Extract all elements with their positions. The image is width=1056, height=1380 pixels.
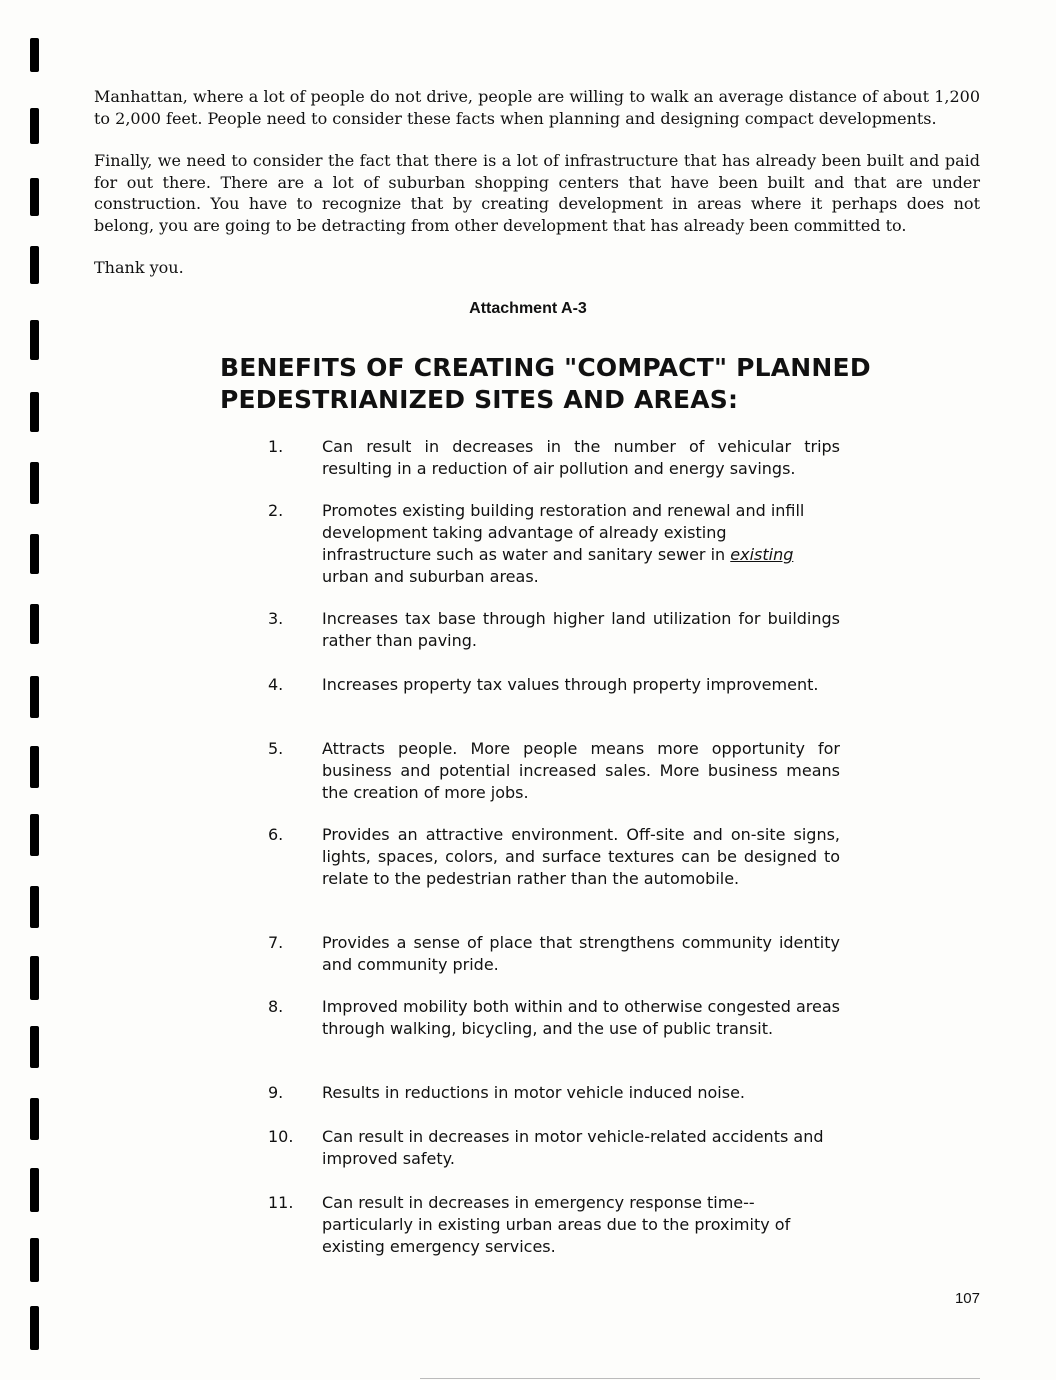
item-number: 8. xyxy=(268,997,284,1016)
item-text: Improved mobility both within and to otherwise congested areas through walking, bicycling, and the use of public transit. xyxy=(322,997,840,1038)
page-number: 107 xyxy=(954,1290,980,1307)
paragraph-thank-you: Thank you. xyxy=(94,258,184,277)
item-text: Provides a sense of place that strengthens community identity and community pride. xyxy=(322,933,840,974)
item-number: 6. xyxy=(268,825,284,844)
item-number: 3. xyxy=(268,609,284,628)
paragraph-manhattan: Manhattan, where a lot of people do not drive, people are willing to walk an average distance of about 1,200 to 2,000 feet. People need to consider these facts when planning and designing compact developments. xyxy=(94,87,980,128)
item-text: Results in reductions in motor vehicle induced noise. xyxy=(322,1083,746,1102)
item-text-part: Promotes existing building restoration and renewal and infill development taking advantage of already existing infrastructure such as water and sanitary sewer in xyxy=(322,501,805,564)
benefits-heading: BENEFITS OF CREATING "COMPACT" PLANNED PEDESTRIANIZED SITES AND AREAS: xyxy=(220,353,871,414)
item-text: Increases tax base through higher land utilization for buildings rather than paving. xyxy=(322,609,840,650)
item-number: 9. xyxy=(268,1083,284,1102)
item-text xyxy=(322,500,840,588)
attachment-label: Attachment A-3 xyxy=(469,300,587,317)
item-text-part: urban and suburban areas. xyxy=(322,567,539,586)
item-number: 10. xyxy=(268,1127,294,1146)
item-number: 4. xyxy=(268,675,284,694)
item-text: Can result in decreases in motor vehicle-related accidents and improved safety. xyxy=(322,1127,824,1168)
item-text: Can result in decreases in emergency response time--particularly in existing urban areas due to the proximity of existing emergency services. xyxy=(322,1193,791,1256)
item-text: Attracts people. More people means more opportunity for business and potential increased sales. More business means the creation of more jobs. xyxy=(322,739,840,802)
item-text: Provides an attractive environment. Off-site and on-site signs, lights, spaces, colors, and surface textures can be designed to relate to the pedestrian rather than the automobile. xyxy=(322,825,840,888)
item-number: 7. xyxy=(268,933,284,952)
item-text: Increases property tax values through property improvement. xyxy=(322,675,819,694)
emphasized-word: existing xyxy=(730,545,794,564)
item-number: 1. xyxy=(268,437,284,456)
scan-edge-line xyxy=(420,1378,980,1379)
item-number: 5. xyxy=(268,739,284,758)
item-text: Can result in decreases in the number of vehicular trips resulting in a reduction of air pollution and energy savings. xyxy=(322,437,840,478)
binder-hole-marks xyxy=(30,0,44,1380)
item-number: 2. xyxy=(268,501,284,520)
paragraph-infrastructure: Finally, we need to consider the fact that there is a lot of infrastructure that has already been built and paid for out there. There are a lot of suburban shopping centers that have been built and that are under construction. You have to recognize that by creating development in areas where it perhaps does not belong, you are going to be detracting from other development that has already been committed to. xyxy=(94,151,980,235)
item-number: 11. xyxy=(268,1193,294,1212)
